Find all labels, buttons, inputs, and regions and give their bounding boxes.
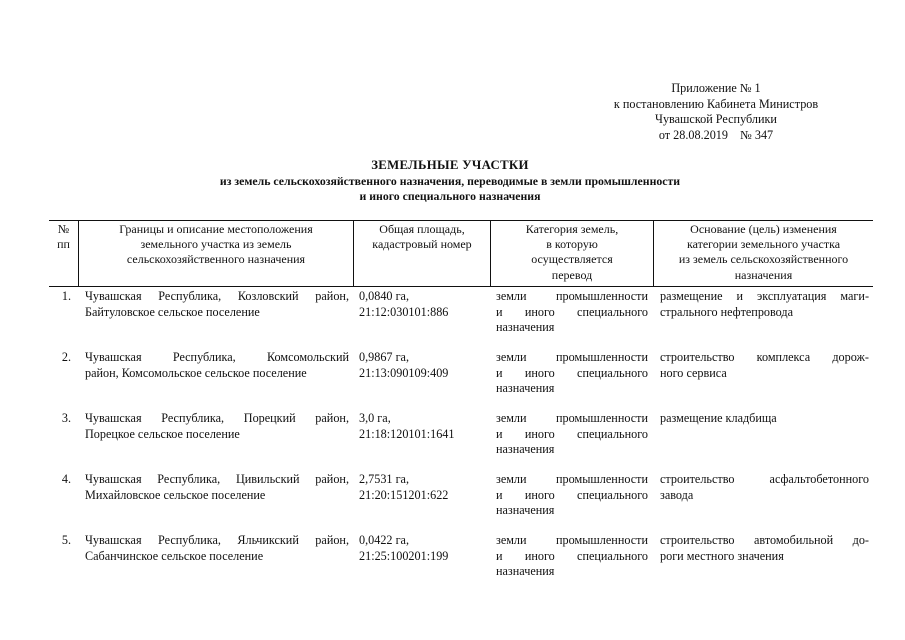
header-desc-line: земельного участка из земель [140,237,292,252]
table-header-rule [49,286,873,287]
appendix-header [596,81,836,143]
header-area-line: кадастровый номер [372,237,472,252]
row-description [85,350,349,381]
row-category [496,411,648,458]
document-title [170,158,730,205]
row-category-line: назначения [496,442,555,457]
header-cat-line: осуществляется [531,252,613,267]
row-number: 5. [61,533,71,547]
table-row [0,350,905,408]
row-description-line: Чувашская Республика, Порецкий район, [85,411,349,425]
row-category-line: земли промышленности [496,533,648,547]
row-category-line: назначения [496,320,555,335]
row-category-line: и иного специального [496,365,648,380]
table-row [0,533,905,591]
row-number: 1. [61,289,71,303]
row-area-size: 0,9867 га, [359,350,410,364]
row-category-line: назначения [496,381,555,396]
row-description-line: Чувашская Республика, Комсомольский [85,350,349,364]
row-cadastral-number: 21:25:100201:199 [359,548,449,563]
row-category-line: земли промышленности [496,289,648,303]
row-category-line: и иного специального [496,426,648,441]
row-category-line: и иного специального [496,487,648,502]
row-area [359,533,487,564]
header-basis-line: категории земельного участка [686,237,841,252]
row-description [85,533,349,564]
row-category-line: назначения [496,564,555,579]
header-num-line: пп [57,237,70,252]
row-description-line: Байтуловское сельское поселение [85,304,260,319]
row-description-line: Чувашская Республика, Яльчикский район, [85,533,349,547]
row-category [496,350,648,397]
row-description-line: Чувашская Республика, Козловский район, [85,289,349,303]
row-category [496,533,648,580]
table-row [0,289,905,347]
row-category-line: и иного специального [496,548,648,563]
row-basis [660,411,869,427]
row-basis-line: завода [660,487,694,502]
header-category [491,222,653,283]
header-num [49,222,78,252]
header-num-line: № [57,222,70,236]
row-basis [660,472,869,503]
appendix-line-4: от 28.08.2019 № 347 [658,127,774,142]
row-description-line: район, Комсомольское сельское поселение [85,365,307,380]
row-category [496,472,648,519]
row-cadastral-number: 21:13:090109:409 [359,365,449,380]
title-subtitle-1: из земель сельскохозяйственного назначения, переводимые в земли промышленности [219,173,681,188]
row-basis-line: строительство асфальтобетонного [660,472,869,486]
row-description-line: Михайловское сельское поселение [85,487,266,502]
row-area [359,411,487,442]
header-cat-line: в которую [546,237,598,252]
header-area-line: Общая площадь, [379,222,465,236]
row-basis-line: строительство комплекса дорож- [660,350,869,364]
header-description [79,222,353,268]
row-basis-line: строительство автомобильной до- [660,533,869,547]
row-basis [660,289,869,320]
row-basis [660,533,869,564]
row-basis [660,350,869,381]
header-desc-line: Границы и описание местоположения [119,222,313,236]
row-area-size: 2,7531 га, [359,472,410,486]
row-number: 2. [61,350,71,364]
row-description [85,472,349,503]
row-number: 4. [61,472,71,486]
row-area-size: 0,0840 га, [359,289,410,303]
row-cadastral-number: 21:20:151201:622 [359,487,449,502]
title-main: ЗЕМЕЛЬНЫЕ УЧАСТКИ [371,158,529,172]
row-category-line: земли промышленности [496,411,648,425]
appendix-line-3: Чувашской Республики [655,112,777,127]
table-top-rule [49,220,873,221]
header-desc-line: сельскохозяйственного назначения [126,252,306,267]
row-description-line: Чувашская Республика, Цивильский район, [85,472,349,486]
row-area [359,472,487,503]
header-basis-line: из земель сельскохозяйственного [678,252,849,267]
appendix-line-2: к постановлению Кабинета Министров [613,96,819,111]
row-area [359,289,487,320]
row-description [85,289,349,320]
header-cat-line: перевод [551,267,593,282]
row-description-line: Порецкое сельское поселение [85,426,240,441]
row-number: 3. [61,411,71,425]
row-basis-line: ного сервиса [660,365,727,380]
header-basis-line: назначения [734,267,793,282]
appendix-line-1: Приложение № 1 [671,81,761,95]
row-basis-line: размещение и эксплуатация маги- [660,289,869,303]
header-cat-line: Категория земель, [525,222,619,236]
row-category-line: земли промышленности [496,350,648,364]
row-area-size: 3,0 га, [359,411,391,425]
row-cadastral-number: 21:18:120101:1641 [359,426,455,441]
table-row [0,411,905,469]
header-basis-line: Основание (цель) изменения [690,222,837,236]
title-subtitle-2: и иного специального назначения [359,189,541,204]
row-area-size: 0,0422 га, [359,533,410,547]
row-basis-line: размещение кладбища [660,411,777,425]
header-basis [654,222,873,283]
row-basis-line: роги местного значения [660,548,784,563]
row-category-line: назначения [496,503,555,518]
table-row [0,472,905,530]
header-area [354,222,490,252]
row-area [359,350,487,381]
row-category-line: земли промышленности [496,472,648,486]
row-cadastral-number: 21:12:030101:886 [359,304,449,319]
row-description-line: Сабанчинское сельское поселение [85,548,264,563]
row-basis-line: стрального нефтепровода [660,304,794,319]
row-category [496,289,648,336]
row-description [85,411,349,442]
row-category-line: и иного специального [496,304,648,319]
